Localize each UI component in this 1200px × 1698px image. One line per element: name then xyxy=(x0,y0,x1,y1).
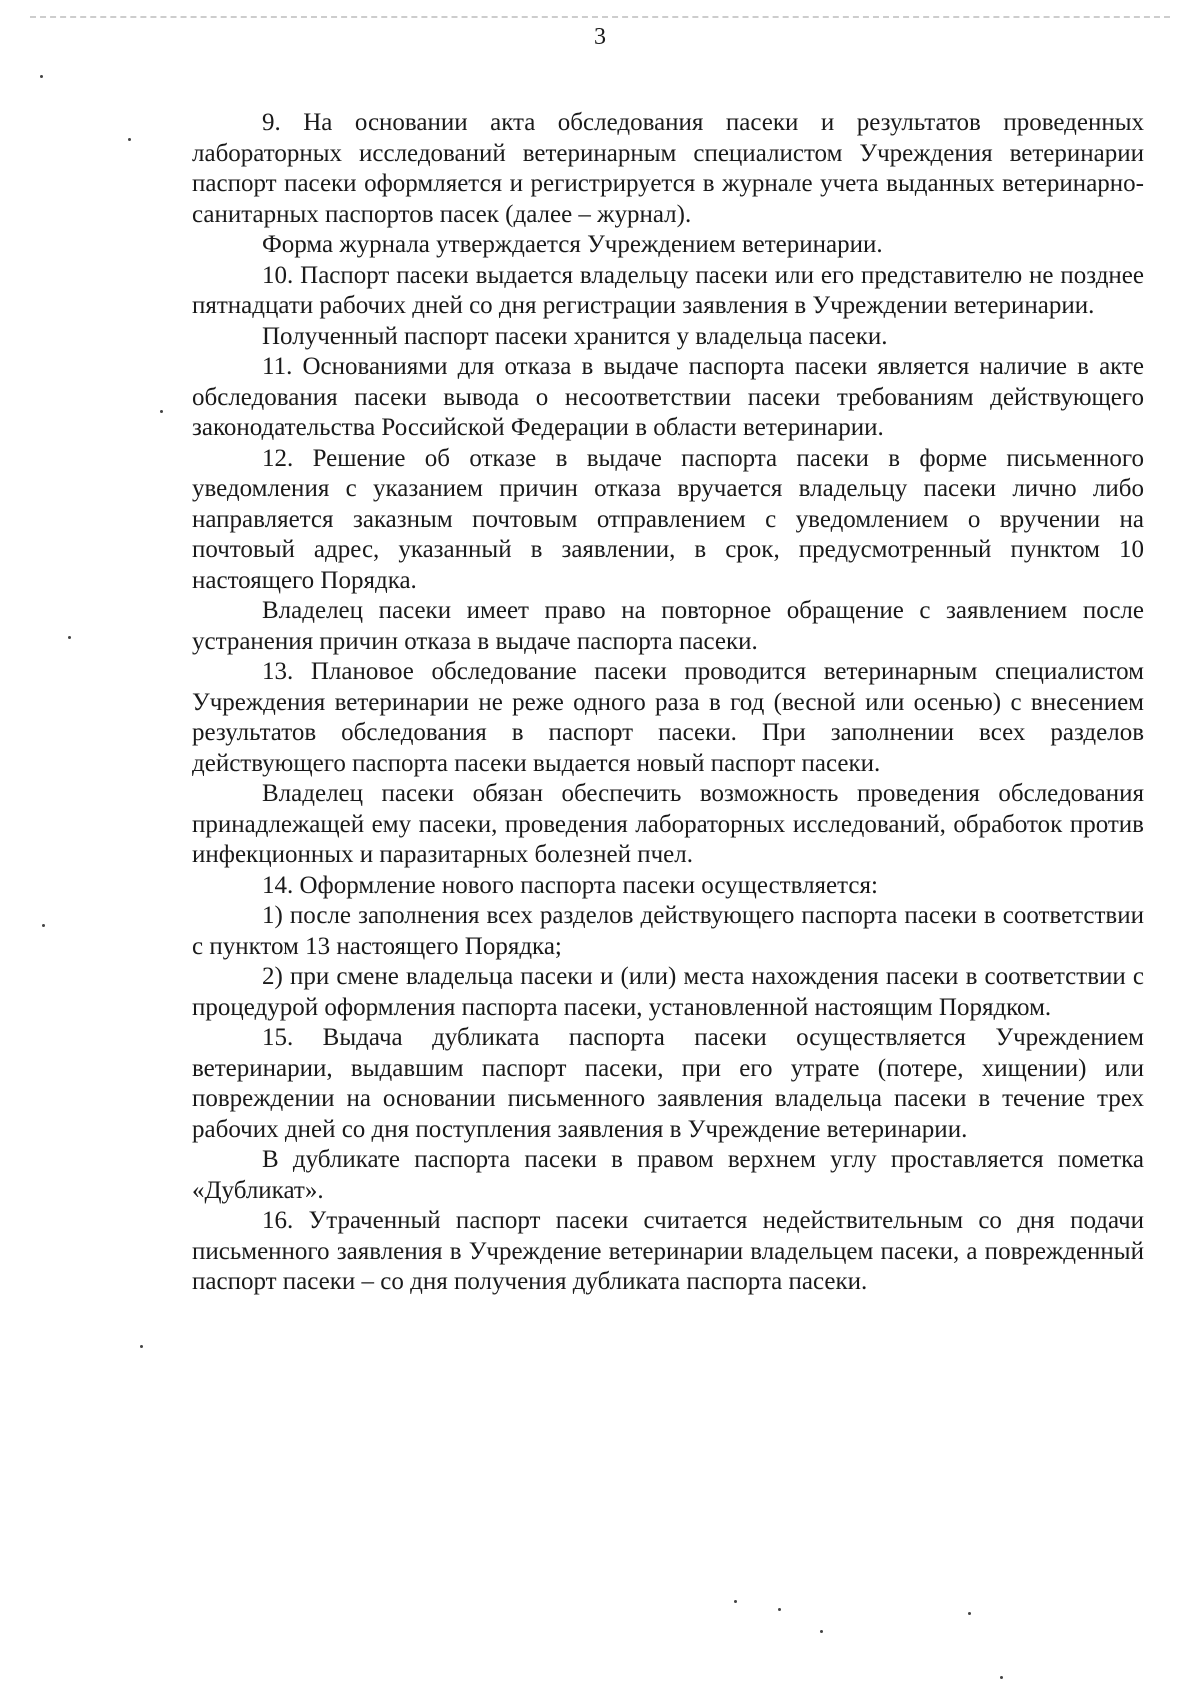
scan-speck xyxy=(734,1600,737,1603)
paragraph-12: 12. Решение об отказе в выдаче паспорта пасеки в форме письменного уведомления с указанием причин отказа вручается владельцу пасеки лично либо направляется заказным почтовым отправлением с уведомлением о вручении на почтовый адрес, указанный в заявлении, в срок, предусмотренный пунктом 10 настоящего Порядка. xyxy=(192,444,1144,594)
scan-speck xyxy=(128,138,131,141)
scan-edge-line xyxy=(30,16,1170,18)
paragraph-13: 13. Плановое обследование пасеки проводится ветеринарным специалистом Учреждения ветеринарии не реже одного раза в год (весной или осенью) с внесением результатов обследования в паспорт пасеки. При заполнении всех разделов действующего паспорта пасеки выдается новый паспорт пасеки. xyxy=(192,658,1144,777)
scan-speck xyxy=(40,75,43,78)
scan-speck xyxy=(968,1612,971,1615)
scan-speck xyxy=(778,1608,781,1611)
document-body xyxy=(192,108,1144,1298)
paragraph-14: 14. Оформление нового паспорта пасеки осуществляется: xyxy=(262,871,878,899)
paragraph-14-item-1: 1) после заполнения всех разделов действующего паспорта пасеки в соответствии с пунктом 13 настоящего Порядка; xyxy=(192,902,1144,960)
scan-speck xyxy=(160,410,163,413)
paragraph-11: 11. Основаниями для отказа в выдаче паспорта пасеки является наличие в акте обследования пасеки вывода о несоответствии пасеки требованиям действующего законодательства Российской Федерации в области ветеринарии. xyxy=(192,353,1144,441)
paragraph-16: 16. Утраченный паспорт пасеки считается недействительным со дня подачи письменного заявления в Учреждение ветеринарии владельцем пасеки, а поврежденный паспорт пасеки – со дня получения дубликата паспорта пасеки. xyxy=(192,1207,1144,1295)
scan-speck xyxy=(1000,1676,1003,1679)
scan-speck xyxy=(42,924,45,927)
paragraph-15: 15. Выдача дубликата паспорта пасеки осуществляется Учреждением ветеринарии, выдавшим паспорт пасеки, при его утрате (потере, хищении) или повреждении на основании письменного заявления владельца пасеки в течение трех рабочих дней со дня поступления заявления в Учреждение ветеринарии. xyxy=(192,1024,1144,1143)
paragraph-owner-obligation: Владелец пасеки обязан обеспечить возможность проведения обследования принадлежащей ему пасеки, проведения лабораторных исследований, обработок против инфекционных и паразитарных болезней пчел. xyxy=(192,780,1144,868)
page-number: 3 xyxy=(594,24,606,50)
paragraph-9: 9. На основании акта обследования пасеки и результатов проведенных лабораторных исследований ветеринарным специалистом Учреждения ветеринарии паспорт пасеки оформляется и регистрируется в журнале учета выданных ветеринарно-санитарных паспортов пасек (далее – журнал). xyxy=(192,109,1144,228)
scan-speck xyxy=(140,1345,143,1348)
paragraph-repeat-request: Владелец пасеки имеет право на повторное обращение с заявлением после устранения причин отказа в выдаче паспорта пасеки. xyxy=(192,597,1144,655)
scan-speck xyxy=(68,636,71,639)
paragraph-passport-storage: Полученный паспорт пасеки хранится у владельца пасеки. xyxy=(262,322,888,350)
paragraph-10: 10. Паспорт пасеки выдается владельцу пасеки или его представителю не позднее пятнадцати рабочих дней со дня регистрации заявления в Учреждении ветеринарии. xyxy=(192,261,1144,319)
paragraph-journal-form: Форма журнала утверждается Учреждением ветеринарии. xyxy=(262,231,883,258)
paragraph-14-item-2: 2) при смене владельца пасеки и (или) места нахождения пасеки в соответствии с процедурой оформления паспорта пасеки, установленной настоящим Порядком. xyxy=(192,963,1144,1021)
paragraph-duplicate-mark: В дубликате паспорта пасеки в правом верхнем углу проставляется пометка «Дубликат». xyxy=(192,1146,1144,1204)
scan-speck xyxy=(820,1630,823,1633)
